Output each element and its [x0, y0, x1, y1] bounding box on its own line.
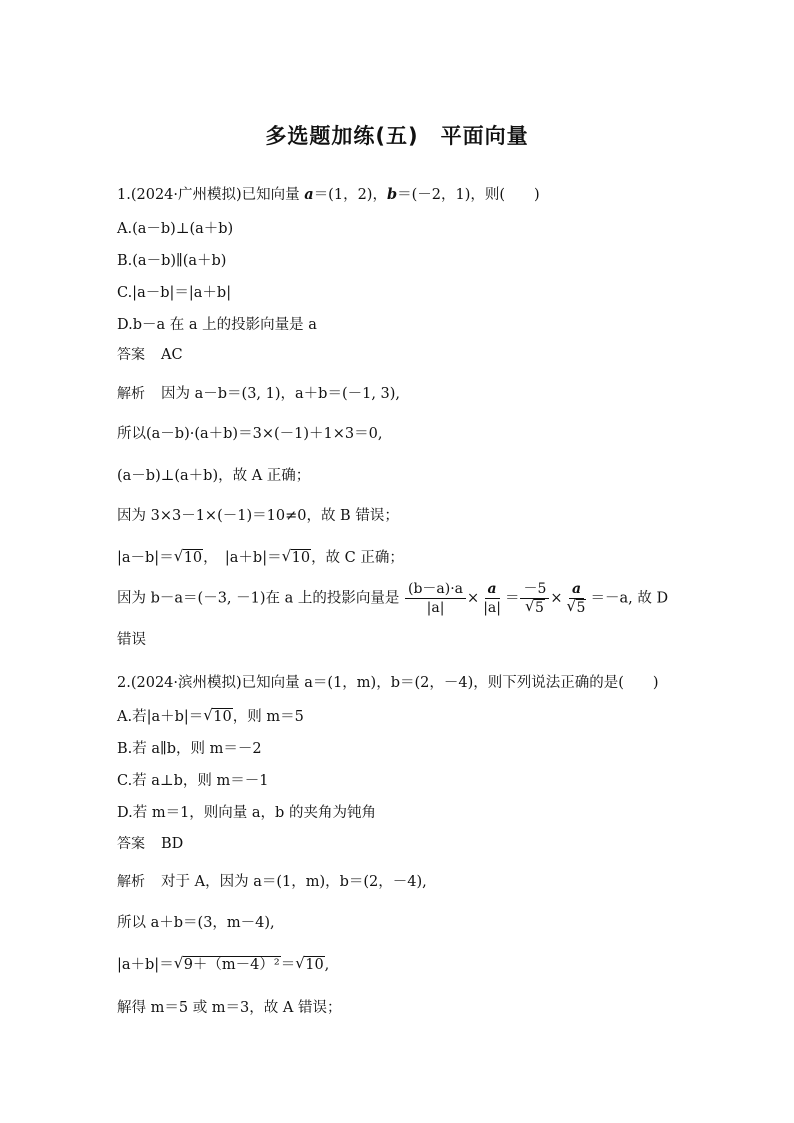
q1-stem-prefix: 1.(2024·广州模拟)已知向量 [117, 187, 305, 203]
q1-analysis-line-6: 因为 b－a＝(－3, －1)在 a 上的投影向量是 $\frac{(b-a)\cdot a}{|a|}$ × $\frac{a}{|a|}$ ＝ －5 √ 5 × a √ 5 ＝－a, 故 D [117, 581, 669, 616]
analysis-text: 因为 a－b＝(3, 1)，a＋b＝(－1, 3), [161, 386, 401, 402]
sqrt-10: √ 10 [281, 547, 311, 566]
q1-analysis-line-2: 所以(a－b)·(a＋b)＝3×(－1)＋1×3＝0, [117, 426, 383, 442]
page-title: 多选题加练(五) 平面向量 [265, 124, 529, 148]
sqrt-radicand: 10 [305, 957, 324, 973]
q2-optA-part1: A.若|a＋b|＝ [117, 709, 204, 725]
q1-analysis-line-7: 错误 [117, 632, 146, 648]
q1-stem-b: b [386, 186, 398, 203]
q2-analysis-line-3 [117, 955, 329, 975]
q1-option-a: A.(a－b)⊥(a＋b) [117, 221, 234, 237]
q2-answer [117, 834, 183, 854]
q1-option-c: C.|a－b|＝|a＋b| [117, 285, 232, 301]
q1-option-d: D.b－a 在 a 上的投影向量是 a [117, 317, 317, 333]
frac-numerator: a [569, 580, 584, 599]
frac-denominator: |a| [483, 600, 501, 616]
q2-stem: 2.(2024·滨州模拟)已知向量 a＝(1，m)，b＝(2，－4)，则下列说法正确的是( ) [117, 675, 659, 691]
fraction [480, 580, 504, 617]
analysis-label: 解析 [117, 874, 145, 890]
fraction [405, 580, 466, 617]
answer-value: AC [161, 347, 183, 363]
frac-numerator: (b－a)·a [405, 580, 466, 599]
q1-stem [117, 185, 540, 205]
line3-part3: , [324, 957, 330, 973]
frac-numerator: －5 [520, 580, 549, 599]
q1-stem-mid2: ＝(－2，1)，则( ) [397, 187, 540, 203]
sqrt-radicand: 5 [576, 600, 586, 616]
q2-analysis-line-1 [117, 872, 427, 892]
answer-label: 答案 [117, 836, 145, 852]
q2-analysis-line-2: 所以 a＋b＝(3，m－4), [117, 915, 275, 931]
sqrt-expression: √ 9＋（m－4）² [173, 954, 280, 973]
fraction [564, 580, 590, 617]
frac-numerator: a [485, 580, 500, 599]
sqrt-radicand: 10 [183, 550, 203, 566]
q1-analysis-line-5 [117, 548, 404, 568]
q2-option-c: C.若 a⊥b，则 m＝－1 [117, 773, 269, 789]
proj-suffix: ＝－a, 故 D [590, 590, 669, 607]
frac-denominator: |a| [426, 600, 445, 616]
sqrt-radicand: 10 [213, 709, 232, 725]
line-c-part1: |a－b|＝ [117, 550, 174, 566]
q1-stem-mid1: ＝(1，2)， [313, 187, 387, 203]
proj-prefix: 因为 b－a＝(－3, －1)在 a 上的投影向量是 [117, 590, 400, 607]
answer-value: BD [161, 836, 184, 852]
q2-optA-part2: ，则 m＝5 [232, 709, 304, 725]
q1-analysis-line-1 [117, 384, 400, 404]
sqrt-10: √ 10 [203, 706, 232, 725]
line3-part2: ＝ [280, 957, 296, 973]
sqrt-10: √ 10 [173, 547, 203, 566]
q1-answer [117, 345, 183, 365]
sqrt-radicand: 10 [291, 550, 311, 566]
sqrt-radicand: 5 [534, 600, 544, 616]
q1-analysis-line-3: (a－b)⊥(a＋b)，故 A 正确； [117, 468, 311, 484]
q1-option-b: B.(a－b)∥(a＋b) [117, 253, 227, 269]
q2-option-b: B.若 a∥b，则 m＝－2 [117, 741, 262, 757]
q2-analysis-line-4: 解得 m＝5 或 m＝3，故 A 错误； [117, 1000, 342, 1016]
fraction [520, 580, 549, 617]
q2-option-a [117, 707, 304, 727]
sqrt-10: √ 10 [295, 954, 324, 973]
analysis-label: 解析 [117, 386, 145, 402]
frac-denominator: √ 5 [524, 597, 544, 616]
q2-option-d: D.若 m＝1，则向量 a，b 的夹角为钝角 [117, 805, 376, 821]
answer-label: 答案 [117, 347, 145, 363]
sqrt-radicand: 9＋（m－4）² [183, 957, 280, 973]
q1-stem-a: a [304, 186, 314, 203]
analysis-text: 对于 A，因为 a＝(1，m)，b＝(2，－4), [161, 874, 427, 890]
line-c-part2: ， |a＋b|＝ [203, 550, 282, 566]
frac-denominator: √ 5 [566, 597, 586, 616]
q1-analysis-line-4: 因为 3×3－1×(－1)＝10≠0，故 B 错误； [117, 508, 399, 524]
line-c-part3: ，故 C 正确； [311, 550, 404, 566]
line3-part1: |a＋b|＝ [117, 957, 174, 973]
